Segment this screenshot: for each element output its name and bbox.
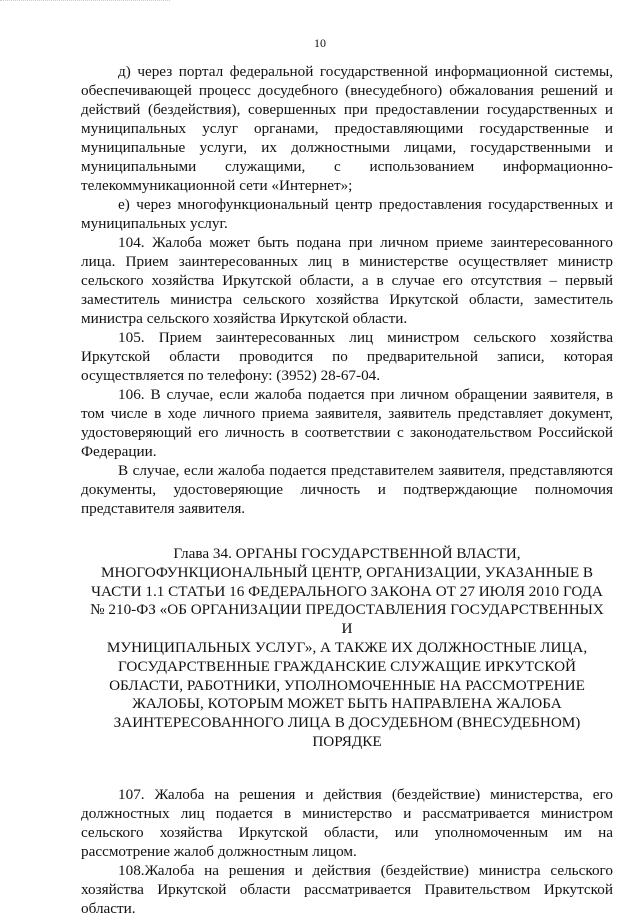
chapter-heading-line: ПОРЯДКЕ xyxy=(312,732,382,750)
chapter-heading-line: ОБЛАСТИ, РАБОТНИКИ, УПОЛНОМОЧЕННЫЕ НА РАССМОТРЕНИЕ xyxy=(109,676,585,694)
chapter-heading-line: № 210-ФЗ «ОБ ОРГАНИЗАЦИИ ПРЕДОСТАВЛЕНИЯ ГОСУДАРСТВЕННЫХ И xyxy=(90,601,604,638)
page-number: 10 xyxy=(314,36,326,50)
chapter-heading-line: ЗАИНТЕРЕСОВАННОГО ЛИЦА В ДОСУДЕБНОМ (ВНЕСУДЕБНОМ) xyxy=(113,714,581,732)
chapter-heading-line: ГОСУДАРСТВЕННЫЕ ГРАЖДАНСКИЕ СЛУЖАЩИЕ ИРКУТСКОЙ xyxy=(117,657,577,675)
chapter-heading-line: ЖАЛОБЫ, КОТОРЫМ МОЖЕТ БЫТЬ НАПРАВЛЕНА ЖАЛОБА xyxy=(132,695,562,713)
paragraph-106: 106. В случае, если жалоба подается при личном обращении заявителя, в том числе в ходе личного приема заявителя, заявитель представляет документ, удостоверяющий его личность в соответствии с законодательством Российской Федерации. xyxy=(81,386,613,460)
chapter-heading-line: Глава 34. ОРГАНЫ ГОСУДАРСТВЕННОЙ ВЛАСТИ, xyxy=(173,545,521,562)
paragraph-representative: В случае, если жалоба подается представителем заявителя, представляются документы, удостоверяющие личность и подтверждающие полномочия представителя заявителя. xyxy=(81,462,613,517)
chapter-heading-line: ЧАСТИ 1.1 СТАТЬИ 16 ФЕДЕРАЛЬНОГО ЗАКОНА ОТ 27 ИЮЛЯ 2010 ГОДА xyxy=(91,582,603,600)
chapter-34-heading xyxy=(81,545,613,752)
scan-edge-line xyxy=(0,0,170,2)
paragraph-e-mfc: е) через многофункциональный центр предоставления государственных и муниципальных услуг. xyxy=(81,196,613,232)
paragraph-d-portal: д) через портал федеральной государственной информационной системы, обеспечивающей процесс досудебного (внесудебного) обжалования решений и действий (бездействия), совершенных при предоставлении государственных и муниципальных услуг органами, предоставляющими государственные и муниципальные услуги, их должностными лицами, государственными и муниципальными служащими, с использованием информационно-телекоммуникационной сети «Интернет»; xyxy=(81,63,613,194)
document-body xyxy=(81,62,613,918)
chapter-heading-line: МУНИЦИПАЛЬНЫХ УСЛУГ», А ТАКЖЕ ИХ ДОЛЖНОСТНЫЕ ЛИЦА, xyxy=(106,638,588,656)
paragraph-108: 108.Жалоба на решения и действия (бездействие) министра сельского хозяйства Иркутской области рассматривается Правительством Иркутской области. xyxy=(81,861,613,917)
chapter-heading-line: МНОГОФУНКЦИОНАЛЬНЫЙ ЦЕНТР, ОРГАНИЗАЦИИ, УКАЗАННЫЕ В xyxy=(100,563,594,581)
paragraph-105: 105. Прием заинтересованных лиц министром сельского хозяйства Иркутской области проводится по предварительной записи, которая осуществляется по телефону: (3952) 28-67-04. xyxy=(81,329,613,384)
paragraph-107: 107. Жалоба на решения и действия (бездействие) министерства, его должностных лиц подается в министерство и рассматривается министром сельского хозяйства Иркутской области, или уполномоченным им на рассмотрение жалоб должностным лицом. xyxy=(81,785,613,860)
paragraph-104: 104. Жалоба может быть подана при личном приеме заинтересованного лица. Прием заинтересованных лиц в министерстве осуществляет министр сельского хозяйства Иркутской области, а в случае его отсутствия – первый заместитель министра сельского хозяйства Иркутской области, заместитель министра сельского хозяйства Иркутской области. xyxy=(81,234,613,327)
